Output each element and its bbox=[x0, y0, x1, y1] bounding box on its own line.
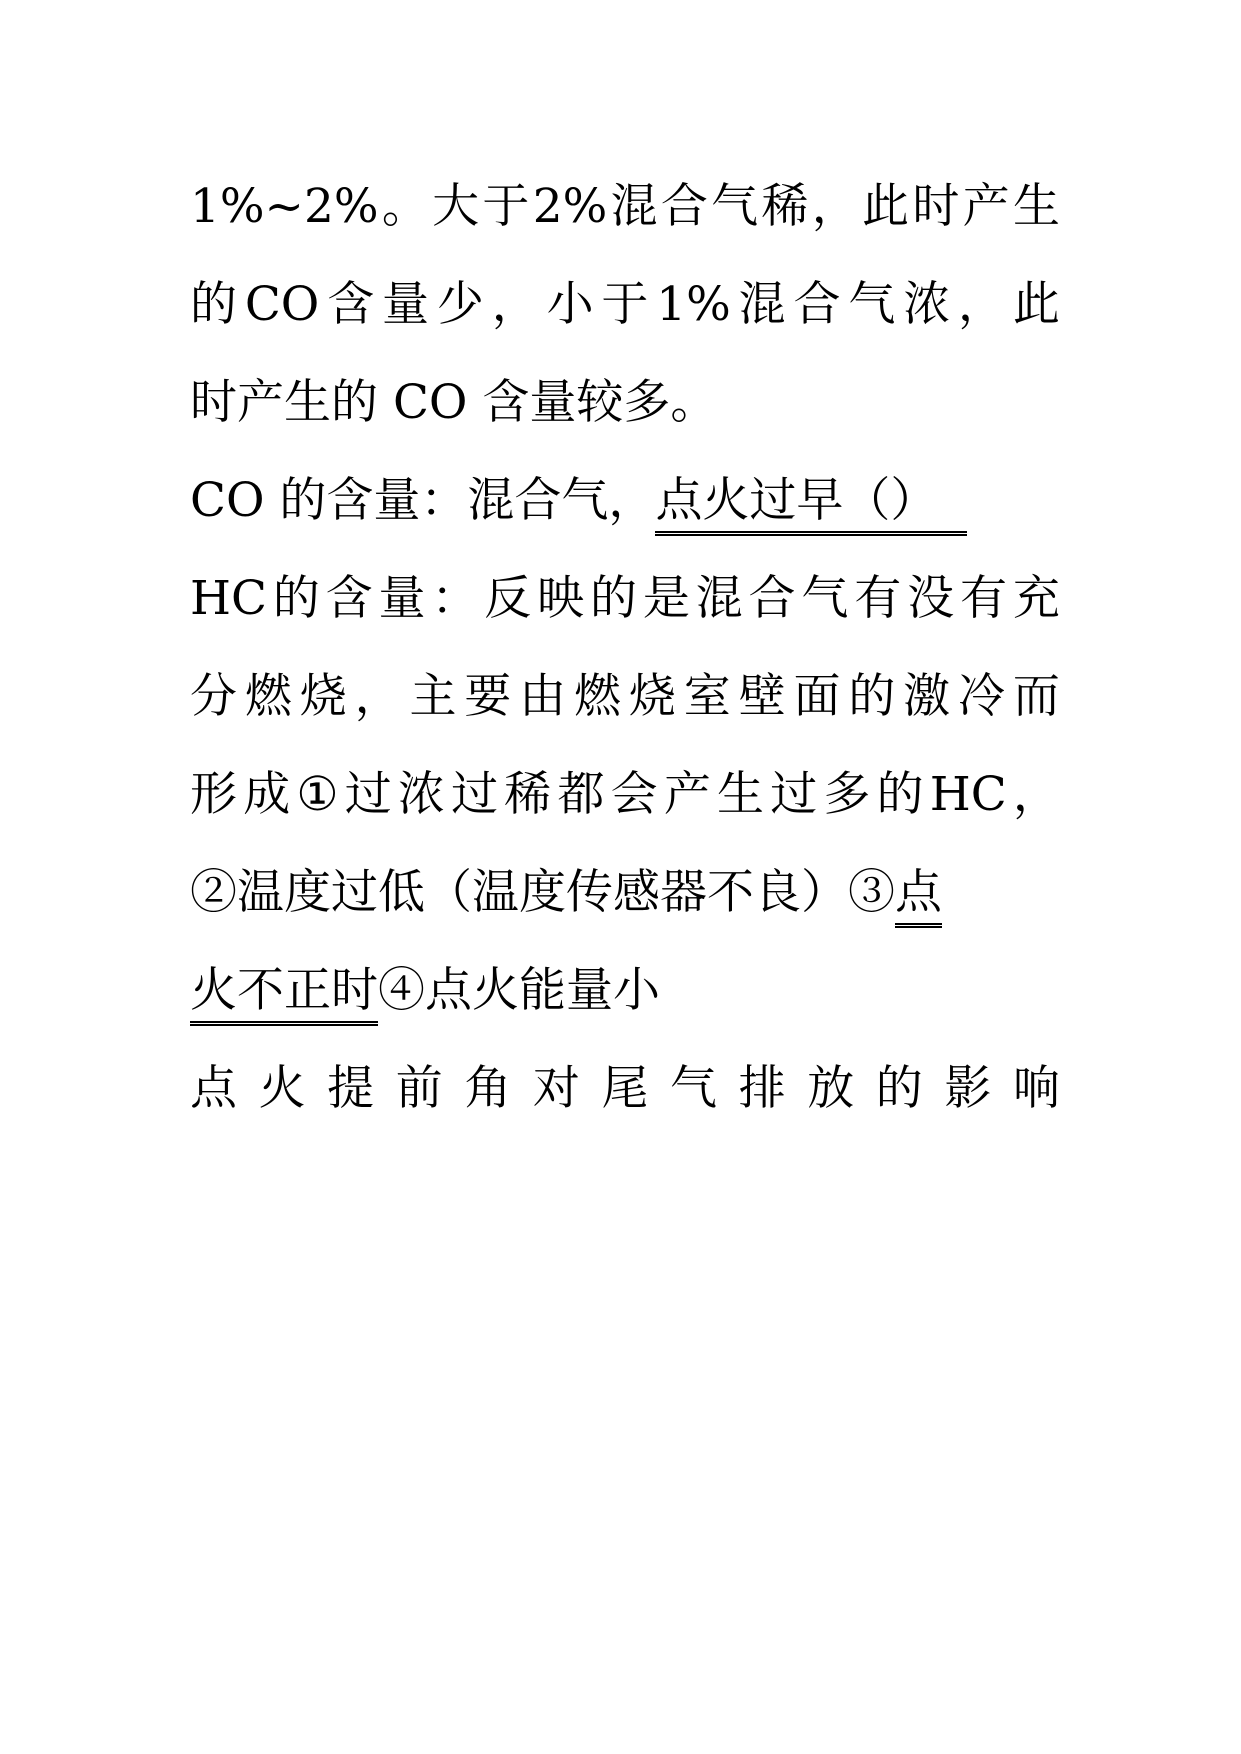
paragraph-line bbox=[190, 746, 1060, 844]
co-content-line bbox=[190, 452, 1060, 550]
paragraph-line bbox=[190, 158, 1060, 256]
line-text: ②温度过低（温度传感器不良）③ bbox=[190, 865, 895, 920]
heading-text: 点 火 提 前 角 对 尾 气 排 放 的 影 响 bbox=[190, 1061, 1060, 1116]
paragraph-line bbox=[190, 256, 1060, 354]
paragraph-line bbox=[190, 942, 1060, 1040]
double-underlined-text: 火不正时 bbox=[190, 963, 378, 1026]
line-text: 的 CO 含 量 少 ， 小 于 1% 混 合 气 浓 ， 此 bbox=[190, 277, 1060, 332]
paragraph-line bbox=[190, 354, 1060, 452]
line-text: 形 成 ① 过 浓 过 稀 都 会 产 生 过 多 的 HC ， bbox=[190, 767, 1060, 822]
line-text: 1%~2% 。 大 于 2% 混 合 气 稀 ， 此 时 产 生 bbox=[190, 179, 1060, 234]
hc-content-line bbox=[190, 550, 1060, 648]
double-underlined-text: 点火过早（） bbox=[655, 473, 967, 536]
line-text: CO 的含量：混合气， bbox=[190, 473, 656, 528]
section-heading bbox=[190, 1040, 1060, 1138]
paragraph-line bbox=[190, 648, 1060, 746]
line-text: ④点火能量小 bbox=[378, 963, 660, 1018]
line-text: HC 的 含 量 ： 反 映 的 是 混 合 气 有 没 有 充 bbox=[190, 571, 1060, 626]
paragraph-line bbox=[190, 844, 1060, 942]
line-text: 分 燃 烧 ， 主 要 由 燃 烧 室 壁 面 的 激 冷 而 bbox=[190, 669, 1060, 724]
double-underlined-text: 点 bbox=[895, 865, 942, 928]
line-text: 时产生的 CO 含量较多。 bbox=[190, 375, 718, 430]
body-text bbox=[190, 158, 1060, 1138]
